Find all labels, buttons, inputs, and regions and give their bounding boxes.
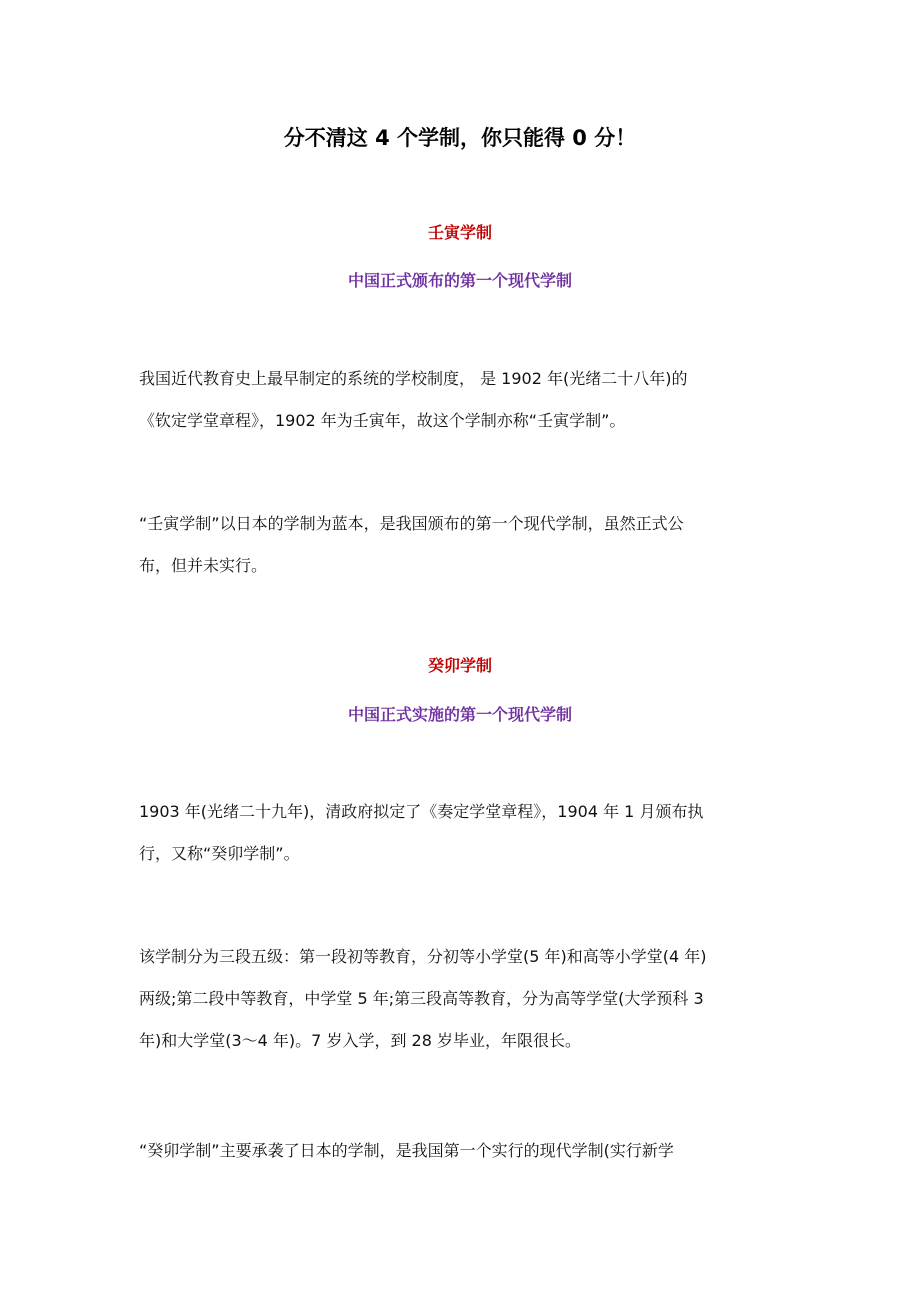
paragraph-line: 该学制分为三段五级：第一段初等教育，分初等小学堂(5 年)和高等小学堂(4 年) [139,947,707,966]
paragraph [139,936,784,1062]
section-heading-renyin: 壬寅学制 [427,223,492,242]
paragraph-line: 我国近代教育史上最早制定的系统的学校制度， 是 1902 年(光绪二十八年)的 [139,369,688,388]
paragraph-line: “壬寅学制”以日本的学制为蓝本，是我国颁布的第一个现代学制，虽然正式公 [139,514,684,533]
section-subheading-renyin: 中国正式颁布的第一个现代学制 [347,271,572,290]
document-title: 分不清这 4 个学制，你只能得 0 分！ [283,126,637,150]
paragraph [139,358,784,442]
section-heading-guimao: 癸卯学制 [427,656,492,675]
paragraph [139,791,784,875]
paragraph-line: “癸卯学制”主要承袭了日本的学制，是我国第一个实行的现代学制(实行新学 [139,1141,674,1160]
paragraph-line: 布，但并未实行。 [139,556,268,575]
paragraph-line: 1903 年(光绪二十九年)，清政府拟定了《奏定学堂章程》，1904 年 1 月颁布执 [139,802,704,821]
section-subheading-guimao: 中国正式实施的第一个现代学制 [347,705,572,724]
paragraph-line: 年)和大学堂(3～4 年)。7 岁入学，到 28 岁毕业，年限很长。 [139,1031,581,1050]
paragraph-line: 两级;第二段中等教育，中学堂 5 年;第三段高等教育，分为高等学堂(大学预科 3 [139,989,704,1008]
paragraph [139,503,784,587]
paragraph [139,1130,784,1172]
paragraph-line: 《钦定学堂章程》，1902 年为壬寅年，故这个学制亦称“壬寅学制”。 [139,411,626,430]
paragraph-line: 行，又称“癸卯学制”。 [139,844,300,863]
